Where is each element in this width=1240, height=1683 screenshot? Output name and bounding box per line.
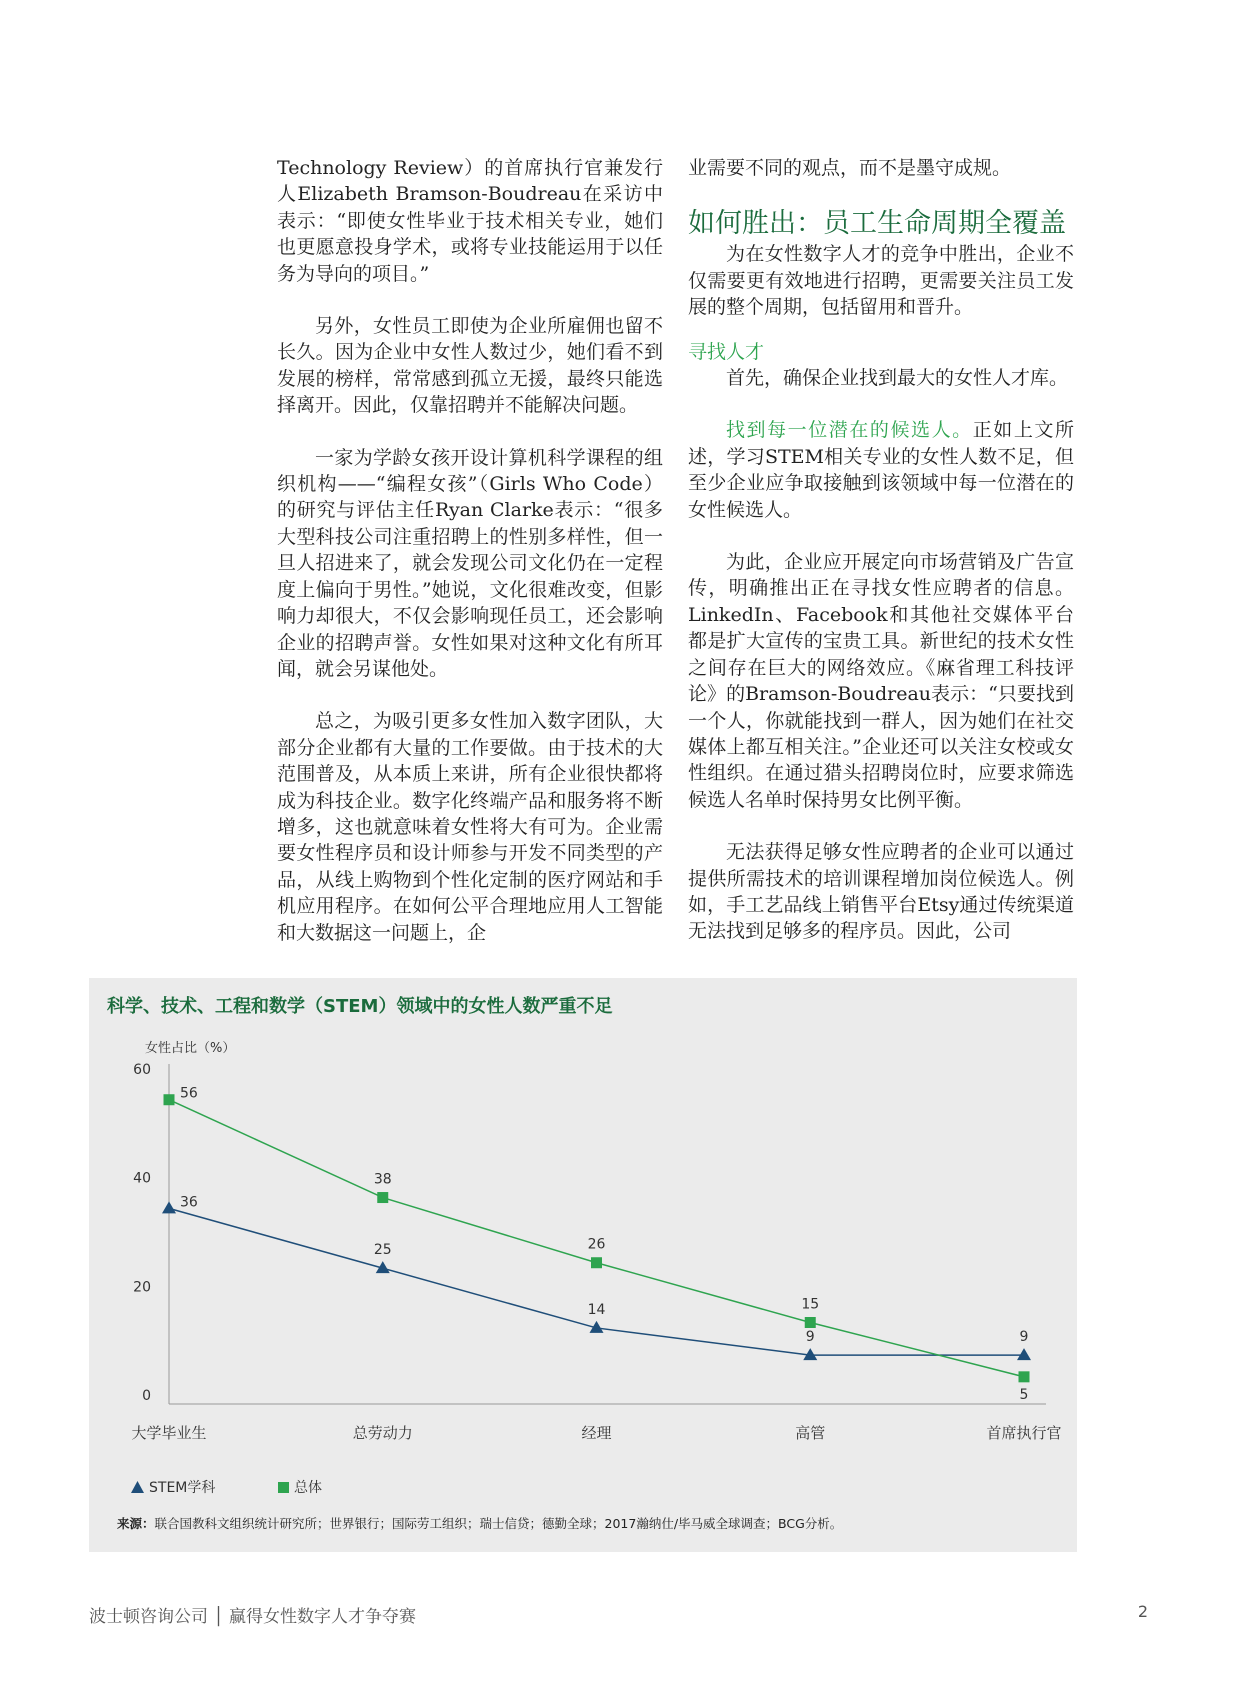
source-text: 联合国教科文组织统计研究所；世界银行；国际劳工组织；瑞士信贷；德勤全球；2017瀚纳仕/毕马威全球调查；BCG分析。 [154,1516,843,1531]
data-point-total [377,1192,388,1203]
section-heading: 如何胜出：员工生命周期全覆盖 [688,208,1066,240]
paragraph: 一家为学龄女孩开设计算机科学课程的组织机构——“编程女孩”（Girls Who Code）的研究与评估主任Ryan Clarke表示：“很多大型科技公司注重招聘上的性别多样性，但一旦人招进来了，就会发现公司文化仍在一定程度上偏向于男性。”她说，文化很难改变，但影响力却很大，不仅会影响现任员工，还会影响企业的招聘声誉。女性如果对这种文化有所耳闻，就会另谋他处。 [277,446,663,680]
chart-panel [89,978,1077,1552]
subsection-heading: 寻找人才 [688,340,765,363]
data-label: 14 [587,1301,606,1318]
data-label: 36 [180,1194,198,1211]
data-point-stem [1017,1348,1031,1360]
paragraph: 总之，为吸引更多女性加入数字团队，大部分企业都有大量的工作要做。由于技术的大范围普及，从本质上来讲，所有企业很快都将成为科技企业。数字化终端产品和服务将不断增多，这也就意味着女性将大有可为。企业需要女性程序员和设计师参与开发不同类型的产品，从线上购物到个性化定制的医疗网站和手机应用程序。在如何公平合理地应用人工智能和大数据这一问题上，企 [277,710,663,944]
source-label: 来源： [117,1516,155,1531]
data-label: 25 [373,1242,392,1259]
series-line-stem [169,1208,1024,1355]
data-point-total [1019,1371,1030,1382]
triangle-icon [131,1481,144,1493]
data-point-total [164,1094,175,1105]
legend-item-stem [131,1477,215,1497]
left-column [277,155,663,946]
paragraph: 无法获得足够女性应聘者的企业可以通过提供所需技术的培训课程增加岗位候选人。例如，手工艺品线上销售平台Etsy通过传统渠道无法找到足够多的程序员。因此，公司 [688,841,1074,943]
y-tick-label: 0 [142,1388,151,1404]
y-tick-label: 60 [133,1062,151,1078]
paragraph [688,417,1074,523]
right-column [688,155,1074,945]
data-point-total [591,1257,602,1268]
y-tick-label: 20 [133,1279,151,1296]
data-point-stem [162,1201,176,1213]
data-label: 26 [587,1236,606,1253]
data-label: 38 [373,1171,392,1188]
paragraph: 业需要不同的观点，而不是墨守成规。 [688,157,1012,179]
paragraph: 首先，确保企业找到最大的女性人才库。 [726,367,1069,390]
paragraph: 为此，企业应开展定向市场营销及广告宣传，明确推出正在寻找女性应聘者的信息。LinkedIn、Facebook和其他社交媒体平台都是扩大宣传的宝贵工具。新世纪的技术女性之间存在巨大的网络效应。《麻省理工科技评论》的Bramson-Boudreau表示：“只要找到一个人，你就能找到一群人，因为她们在社交媒体上都互相关注。”企业还可以关注女校或女性组织。在通过猎头招聘岗位时，应要求筛选候选人名单时保持男女比例平衡。 [688,551,1074,811]
data-label: 9 [1019,1329,1029,1346]
footer-text: 波士顿咨询公司 │ 赢得女性数字人才争夺赛 [89,1607,417,1627]
chart-title: 科学、技术、工程和数学（STEM）领域中的女性人数严重不足 [107,996,613,1017]
x-tick-label: 经理 [581,1424,612,1442]
y-axis-label: 女性占比（%） [145,1041,236,1056]
legend-label: 总体 [294,1480,322,1496]
page-number: 2 [1137,1602,1148,1621]
data-label: 5 [1019,1386,1029,1403]
data-point-total [805,1317,816,1328]
paragraph: Technology Review）的首席执行官兼发行人Elizabeth Bramson-Boudreau在采访中表示：“即使女性毕业于技术相关专业，她们也更愿意投身学术，或将专业技能运用于以任务为导向的项目。” [277,157,663,285]
paragraph: 另外，女性员工即使为企业所雇佣也留不长久。因为企业中女性人数过少，她们看不到发展的榜样，常常感到孤立无援，最终只能选择离开。因此，仅靠招聘并不能解决问题。 [277,315,663,417]
x-tick-label: 总劳动力 [352,1424,413,1442]
paragraph-body: 正如上文所述，学习STEM相关专业的女性人数不足，但至少企业应争取接触到该领域中每一位潜在的女性候选人。 [688,419,1074,521]
data-label: 15 [801,1296,820,1313]
paragraph: 为在女性数字人才的竞争中胜出，企业不仅需要更有效地进行招聘，更需要关注员工发展的整个周期，包括留用和晋升。 [688,243,1074,319]
x-tick-label: 高管 [795,1424,826,1442]
data-label: 56 [180,1085,198,1102]
x-tick-label: 首席执行官 [986,1424,1062,1442]
legend-item-total [278,1477,322,1497]
data-label: 9 [805,1329,815,1346]
y-tick-label: 40 [133,1170,151,1187]
legend-label: STEM学科 [149,1480,216,1496]
paragraph-lead: 找到每一位潜在的候选人。 [726,419,973,442]
chart-source [117,1514,842,1532]
line-chart [89,978,1077,1552]
square-icon [278,1482,289,1493]
x-tick-label: 大学毕业生 [131,1424,207,1442]
